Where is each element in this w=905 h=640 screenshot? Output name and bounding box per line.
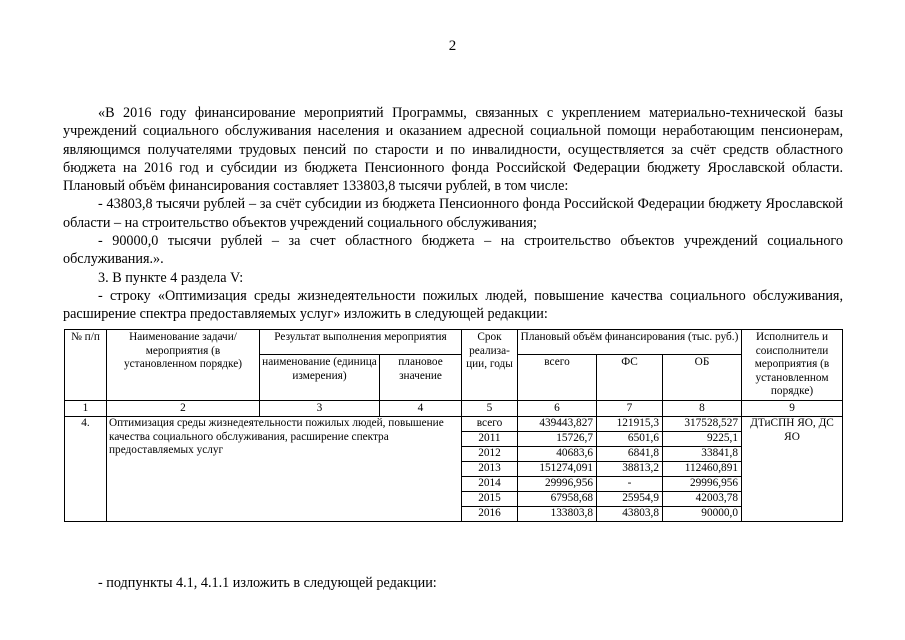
header-ob: ОБ (663, 355, 742, 400)
row-total: 133803,8 (518, 507, 597, 522)
row-term: 2014 (462, 477, 518, 492)
row-fs: - (597, 477, 663, 492)
header-row-1 (65, 330, 843, 355)
header-result-value: плановое значение (380, 355, 462, 400)
row-total: 151274,091 (518, 462, 597, 477)
header-result-name: наименование (единица измерения) (260, 355, 380, 400)
header-funding: Плановый объём финансирования (тыс. руб.) (518, 330, 742, 355)
row-term: 2015 (462, 492, 518, 507)
header-num: № п/п (65, 330, 107, 401)
row-ob: 33841,8 (663, 447, 742, 462)
row-total: 67958,68 (518, 492, 597, 507)
row-term: 2011 (462, 432, 518, 447)
table-row (65, 417, 843, 432)
paragraph-intro: «В 2016 году финансирование мероприятий Программы, связанных с укреплением материально-технической базы учреждений социального обслуживания населения и оказанием адресной социальной помощи неработающим пенсионерам, являющимся получателями трудовых пенсий по старости и по инвалидности, осуществляется за счёт средств областного бюджета на 2016 год и субсидии из бюджета Пенсионного фонда Российской Федерации бюджету Ярославской области. Плановый объём финансирования составляет 133803,8 тысячи рублей, в том числе: (63, 105, 843, 195)
header-total: всего (518, 355, 597, 400)
row-term: 2012 (462, 447, 518, 462)
col-number: 5 (462, 400, 518, 417)
row-total: 40683,6 (518, 447, 597, 462)
row-executor: ДТиСПН ЯО, ДС ЯО (742, 417, 843, 522)
paragraph-item-3: 3. В пункте 4 раздела V: (98, 269, 244, 286)
funding-table (64, 329, 843, 522)
body-text (63, 104, 843, 324)
column-numbers-row (65, 400, 843, 417)
row-ob: 90000,0 (663, 507, 742, 522)
row-ob: 317528,527 (663, 417, 742, 432)
col-number: 8 (663, 400, 742, 417)
row-ob: 29996,956 (663, 477, 742, 492)
header-result: Результат выполнения мероприятия (260, 330, 462, 355)
paragraph-regional-budget: - 90000,0 тысячи рублей – за счет областного бюджета – на строительство объектов учреждений социального обслуживания.». (63, 233, 843, 268)
row-fs: 121915,3 (597, 417, 663, 432)
col-number: 6 (518, 400, 597, 417)
row-total: 29996,956 (518, 477, 597, 492)
page-number: 2 (448, 38, 457, 54)
header-fs: ФС (597, 355, 663, 400)
col-number: 4 (380, 400, 462, 417)
row-term: 2016 (462, 507, 518, 522)
row-fs: 38813,2 (597, 462, 663, 477)
col-number: 3 (260, 400, 380, 417)
footer-text: - подпункты 4.1, 4.1.1 изложить в следующей редакции: (98, 575, 437, 591)
row-fs: 6841,8 (597, 447, 663, 462)
row-fs: 6501,6 (597, 432, 663, 447)
row-fs: 25954,9 (597, 492, 663, 507)
header-executor: Исполнитель и соисполнители мероприятия (в установленном порядке) (742, 330, 843, 401)
row-task: Оптимизация среды жизнедеятельности пожилых людей, повышение качества социального обслуживания, расширение спектра предоставляемых услуг (107, 417, 462, 522)
header-term: Срок реализа-ции, годы (462, 330, 518, 401)
row-term: 2013 (462, 462, 518, 477)
row-ob: 112460,891 (663, 462, 742, 477)
col-number: 2 (107, 400, 260, 417)
col-number: 7 (597, 400, 663, 417)
row-total: 439443,827 (518, 417, 597, 432)
row-ob: 9225,1 (663, 432, 742, 447)
row-term: всего (462, 417, 518, 432)
row-fs: 43803,8 (597, 507, 663, 522)
paragraph-pension-fund: - 43803,8 тысячи рублей – за счёт субсидии из бюджета Пенсионного фонда Российской Федерации бюджету Ярославской области – на строительство объектов учреждений социального обслуживания; (63, 196, 843, 231)
col-number: 9 (742, 400, 843, 417)
row-total: 15726,7 (518, 432, 597, 447)
row-num: 4. (65, 417, 107, 522)
paragraph-row-change: - строку «Оптимизация среды жизнедеятельности пожилых людей, повышение качества социального обслуживания, расширение спектра предоставляемых услуг» изложить в следующей редакции: (63, 287, 843, 323)
header-task: Наименование задачи/мероприятия (в установленном порядке) (107, 330, 260, 401)
col-number: 1 (65, 400, 107, 417)
row-ob: 42003,78 (663, 492, 742, 507)
